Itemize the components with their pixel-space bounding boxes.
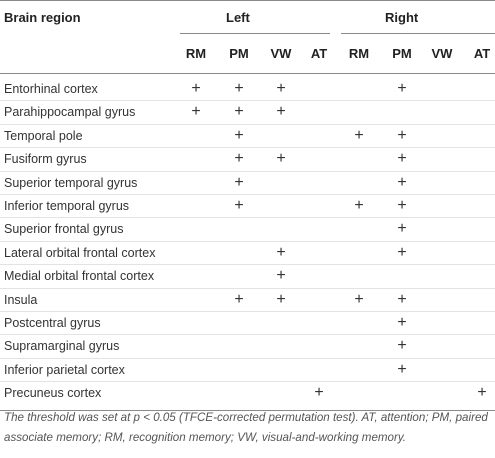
row-label: Entorhinal cortex <box>4 82 98 96</box>
significance-mark: + <box>397 337 407 355</box>
significance-mark: + <box>397 243 407 261</box>
significance-mark: + <box>354 197 364 214</box>
column-header-brain-region: Brain region <box>4 10 81 25</box>
significance-mark: + <box>354 126 364 144</box>
significance-mark: + <box>276 103 286 121</box>
subcolumn-header-at-left: AT <box>310 46 328 61</box>
significance-mark: + <box>234 197 244 214</box>
significance-mark: + <box>397 290 407 308</box>
row-label: Precuneus cortex <box>4 386 102 401</box>
significance-mark: + <box>191 80 201 97</box>
group-header-left: Left <box>226 10 250 25</box>
left-group-span-rule <box>180 33 330 34</box>
row-label: Inferior temporal gyrus <box>4 199 130 213</box>
significance-mark: + <box>234 103 244 121</box>
significance-mark: + <box>276 290 286 308</box>
subcolumn-header-vw-right: VW <box>431 46 453 61</box>
subcolumn-header-pm-left: PM <box>229 46 249 61</box>
subcolumn-header-at-right: AT <box>473 46 491 61</box>
row-label: Superior temporal gyrus <box>4 175 138 190</box>
row-label: Inferior parietal cortex <box>4 362 125 377</box>
significance-mark: + <box>397 314 407 331</box>
significance-mark: + <box>191 103 201 121</box>
significance-mark: + <box>397 197 407 214</box>
significance-mark: + <box>397 150 407 168</box>
subcolumn-header-pm-right: PM <box>392 46 412 61</box>
row-separator <box>0 334 495 335</box>
significance-mark: + <box>397 173 407 191</box>
significance-mark: + <box>276 267 286 285</box>
significance-mark: + <box>276 243 286 261</box>
significance-mark: + <box>234 126 244 144</box>
group-header-right: Right <box>385 10 419 25</box>
row-separator <box>0 147 495 148</box>
significance-mark: + <box>354 290 364 308</box>
subcolumn-header-rm-right: RM <box>348 46 370 61</box>
row-label: Parahippocampal gyrus <box>4 105 136 120</box>
significance-mark: + <box>477 384 487 402</box>
significance-mark: + <box>397 360 407 378</box>
row-separator <box>0 311 495 312</box>
significance-mark: + <box>234 150 244 168</box>
row-separator <box>0 124 495 125</box>
row-separator <box>0 194 495 195</box>
row-separator <box>0 358 495 359</box>
row-label: Superior frontal gyrus <box>4 222 124 237</box>
significance-mark: + <box>397 126 407 144</box>
significance-mark: + <box>314 384 324 402</box>
header-bottom-rule <box>0 73 495 74</box>
significance-mark: + <box>234 80 244 97</box>
row-separator <box>0 100 495 101</box>
significance-mark: + <box>276 80 286 97</box>
row-label: Insula <box>4 292 38 307</box>
row-label: Temporal pole <box>4 128 83 143</box>
row-label: Medial orbital frontal cortex <box>4 269 155 284</box>
subcolumn-header-rm-left: RM <box>185 46 207 61</box>
right-group-span-rule <box>341 33 495 34</box>
row-separator <box>0 381 495 382</box>
row-separator <box>0 264 495 265</box>
row-separator <box>0 171 495 172</box>
significance-mark: + <box>397 80 407 97</box>
significance-mark: + <box>234 173 244 191</box>
row-separator <box>0 288 495 289</box>
table-top-rule <box>0 0 495 1</box>
row-label: Supramarginal gyrus <box>4 339 120 354</box>
significance-mark: + <box>397 220 407 238</box>
subcolumn-header-vw-left: VW <box>270 46 292 61</box>
row-separator <box>0 241 495 242</box>
significance-mark: + <box>276 150 286 168</box>
row-label: Lateral orbital frontal cortex <box>4 245 156 260</box>
row-label: Postcentral gyrus <box>4 316 101 330</box>
significance-mark: + <box>234 290 244 308</box>
row-label: Fusiform gyrus <box>4 152 87 167</box>
table-footnote: The threshold was set at p < 0.05 (TFCE-corrected permutation test). AT, attention; PM, paired associate memory; RM, recognition memory; VW, visual-and-working memory. <box>4 411 488 444</box>
row-separator <box>0 217 495 218</box>
